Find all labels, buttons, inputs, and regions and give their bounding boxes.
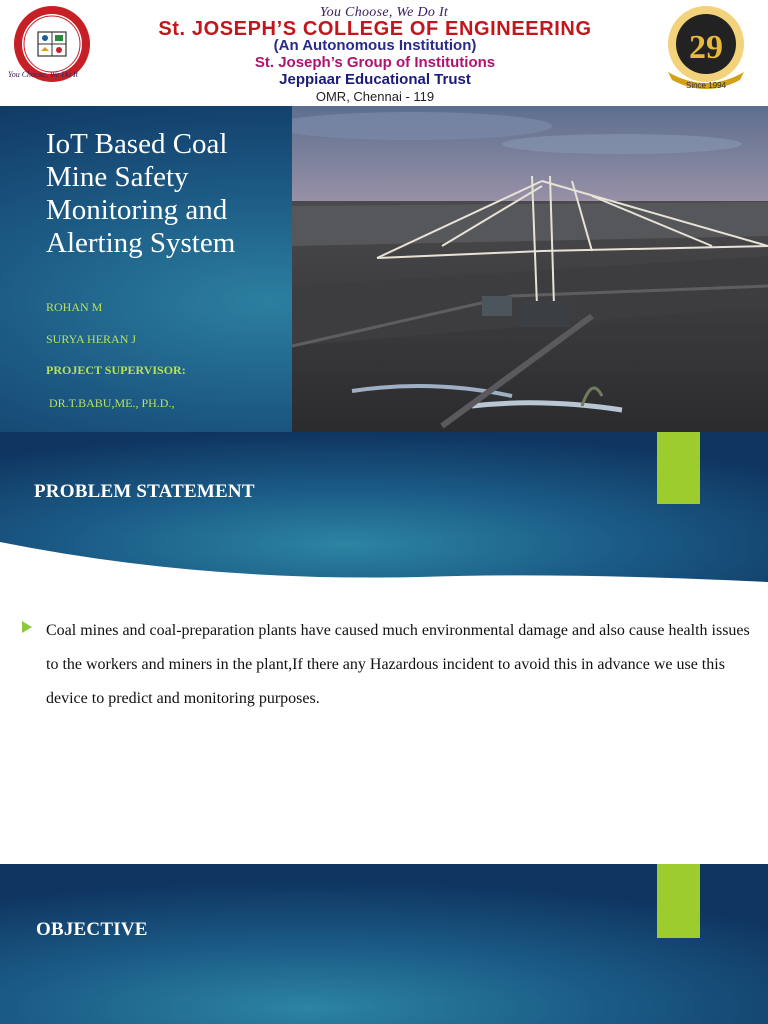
college-address: OMR, Chennai - 119	[315, 89, 435, 104]
logo-motto: You Choose, We Do It	[8, 70, 78, 79]
trust-name: Jeppiaar Educational Trust	[279, 71, 471, 88]
supervisor-label: PROJECT SUPERVISOR:	[46, 363, 186, 377]
slide-banner	[0, 432, 768, 582]
title-slide	[0, 106, 768, 432]
college-name: St. JOSEPH’S COLLEGE OF ENGINEERING	[158, 18, 592, 40]
slide-banner	[0, 864, 768, 1024]
objective-slide	[0, 864, 768, 1024]
section-heading: PROBLEM STATEMENT	[34, 481, 255, 502]
badge-since: Since 1994	[685, 81, 727, 90]
triangle-bullet-icon	[22, 621, 32, 633]
header-tagline: You Choose, We Do It	[319, 5, 449, 20]
group-name: St. Joseph’s Group of Institutions	[254, 54, 496, 71]
badge-number: 29	[689, 29, 723, 66]
coal-mine-photo	[292, 106, 768, 432]
accent-tab	[657, 864, 700, 938]
problem-statement-slide	[0, 432, 768, 864]
college-header	[0, 0, 768, 106]
accent-tab	[657, 432, 700, 504]
author-name: SURYA HERAN J	[46, 332, 137, 346]
supervisor-name: DR.T.BABU,ME., PH.D.,	[49, 396, 175, 410]
author-name: ROHAN M	[46, 300, 103, 314]
anniversary-badge-icon	[646, 2, 766, 92]
presentation-title: IoT Based Coal Mine Safety Monitoring and Alerting System	[46, 128, 236, 259]
section-heading: OBJECTIVE	[36, 919, 148, 940]
autonomous-label: (An Autonomous Institution)	[273, 37, 477, 54]
bullet-text: Coal mines and coal-preparation plants have caused much environmental damage and also cause health issues to the workers and miners in the plant,If there any Hazardous incident to avoid this in advance we use this device to predict and monitoring purposes.	[46, 622, 750, 707]
